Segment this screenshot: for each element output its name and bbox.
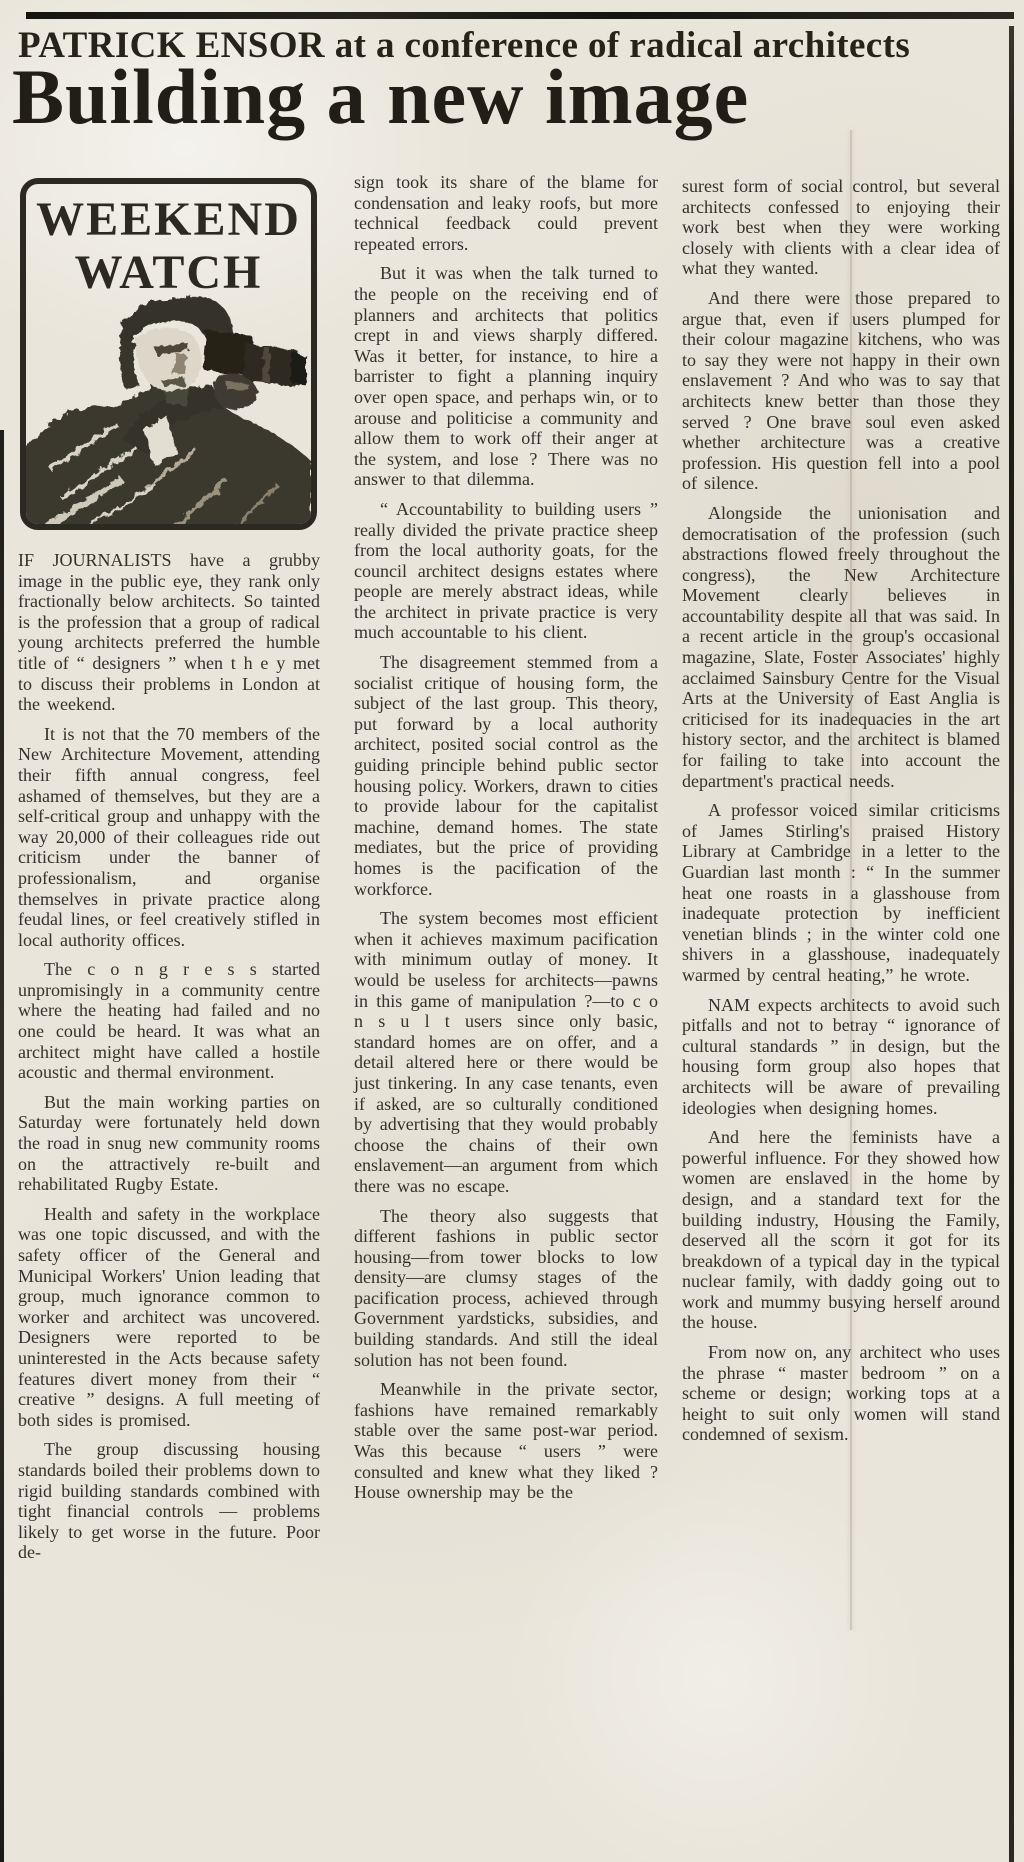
paragraph: And there were those prepared to argue that, even if users plumped for their colour magazine kitchens, who was to say they were not happy in their own enslavement ? And who was to say that architects knew better than those they served ? One brave soul even asked whether architecture was a creative profession. His question fell into a pool of silence. (682, 287, 1000, 494)
paragraph: The system becomes most efficient when it achieves maximum pacification with minimum outlay of money. It would be useless for architects—pawns in this game of manipulation ?—to c o n s u l t users since only basic, standard homes are on offer, and a detail altered here or there would be just tinkering. In any case tenants, even if asked, are so culturally conditioned by advertising that they would probably choose the chains of their own enslavement—an argument from which there was no escape. (354, 908, 658, 1196)
paragraph: Health and safety in the workplace was one topic discussed, and with the safety officer of the General and Municipal Workers' Union leading that group, much ignorance common to worker and architect was uncovered. Designers were reported to be uninterested in the Acts because safety features divert money from their “ creative ” designs. A full meeting of both sides is promised. (18, 1203, 320, 1430)
left-torn-edge (0, 430, 4, 1862)
paragraph: A professor voiced similar criticisms of James Stirling's praised History Library at Cambridge in a letter to the Guardian last month : “ In the summer heat one roasts in a glasshouse from inadequate protection by inefficient venetian blinds ; in the winter cold one shivers in a glasshouse, inadequately warmed by central heating,” he wrote. (682, 800, 1000, 985)
column-3 (682, 176, 1000, 1454)
paragraph: NAM expects architects to avoid such pitfalls and not to betray “ ignorance of cultural standards ” in design, but the housing form group also hopes that architects will be aware of prevailing ideologies when designing homes. (682, 994, 1000, 1118)
paragraph: But it was when the talk turned to the people on the receiving end of planners and architects that politics crept in and views sharply differed. Was it better, for instance, to hire a barrister to fight a planning inquiry over open space, and perhaps win, or to arouse and politicise a community and allow them to work off their anger at the system, and lose ? There was no answer to that dilemma. (354, 263, 658, 490)
paragraph: And here the feminists have a powerful influence. For they showed how women are enslaved in the home by design, and a standard text for the building industry, Housing the Family, deserved all the scorn it got for its breakdown of a typical day in the typical nuclear family, with daddy going out to work and mummy busying herself around the house. (682, 1127, 1000, 1333)
weekend-watch-line1: WEEKEND (36, 193, 301, 246)
paragraph: The disagreement stemmed from a socialist critique of housing form, the subject of the last group. This theory, put forward by a local authority architect, posited social control as the guiding principle behind public sector housing policy. Workers, drawn to cities to provide labour for the capitalist machine, demand homes. The state mediates, but the price of providing homes is the pacification of the workforce. (354, 652, 658, 899)
paragraph: From now on, any architect who uses the phrase “ master bedroom ” on a scheme or design; working tops at a height to suit only women will stand condemned of sexism. (682, 1342, 1000, 1445)
paragraph: Meanwhile in the private sector, fashions have remained remarkably stable over the same post-war period. Was this because “ users ” were consulted and knew what they liked ? House ownership may be the (354, 1379, 658, 1503)
paragraph: The theory also suggests that different fashions in public sector housing—from tower blocks to low density—are clumsy stages of the pacification process, achieved through Government yardsticks, subsidies, and building standards. And still the ideal solution has not been found. (354, 1205, 658, 1370)
paragraph: IF JOURNALISTS have a grubby image in the public eye, they rank only fractionally below architects. So tainted is the profession that a group of radical young architects preferred the humble title of “ designers ” when t h e y met to discuss their problems in London at the weekend. (18, 550, 320, 715)
weekend-watch-line2: WATCH (74, 245, 263, 299)
column-1 (18, 178, 320, 1572)
top-rule (26, 12, 1014, 19)
paragraph: But the main working parties on Saturday were fortunately held down the road in snug new community rooms on the attractively re-built and rehabilitated Rugby Estate. (18, 1091, 320, 1195)
paragraph: Alongside the unionisation and democratisation of the profession (such abstractions flowed freely throughout the congress), the New Architecture Movement clearly believes in accountability despite all that was said. In a recent article in the group's occasional magazine, Slate, Foster Associates' highly acclaimed Sainsbury Centre for the Visual Arts at the University of East Anglia is criticised for its inadequacies in the art history sector, and the architect is blamed for failing to take into account the department's practical needs. (682, 502, 1000, 791)
weekend-watch-title (26, 184, 311, 300)
paragraph: The c o n g r e s s started unpromisingly in a community centre where the heating had failed and no one could be heard. It was what an architect might have called a hostile acoustic and thermal environment. (18, 959, 320, 1083)
paragraph: surest form of social control, but several architects confessed to enjoying their work best when they were working closely with clients with a clear idea of what they wanted. (682, 176, 1000, 279)
kicker: PATRICK ENSOR at a conference of radical architects (18, 25, 911, 66)
column-2 (354, 172, 658, 1512)
paragraph: It is not that the 70 members of the New Architecture Movement, attending their fifth annual congress, feel ashamed of themselves, but they are a self-critical group and unhappy with the way 20,000 of their colleagues ride out criticism under the banner of professionalism, and organise themselves in private practice along feudal lines, or feel creatively stifled in local authority offices. (18, 723, 320, 950)
paragraph: sign took its share of the blame for condensation and leaky roofs, but more technical feedback could prevent repeated errors. (354, 172, 658, 254)
weekend-watch-box (20, 178, 317, 530)
paragraph: The group discussing housing standards boiled their problems down to rigid building standards combined with tight financial controls — problems likely to get worse in the future. Poor de- (18, 1439, 320, 1563)
right-edge-rule (1009, 26, 1014, 1862)
photographer-photo (26, 289, 311, 527)
headline: Building a new image (12, 53, 750, 140)
paragraph: “ Accountability to building users ” really divided the private practice sheep from the local authority goats, for the council architect designs estates where people are merely abstract ideas, while the architect in private practice is very much accountable to his client. (354, 498, 658, 643)
